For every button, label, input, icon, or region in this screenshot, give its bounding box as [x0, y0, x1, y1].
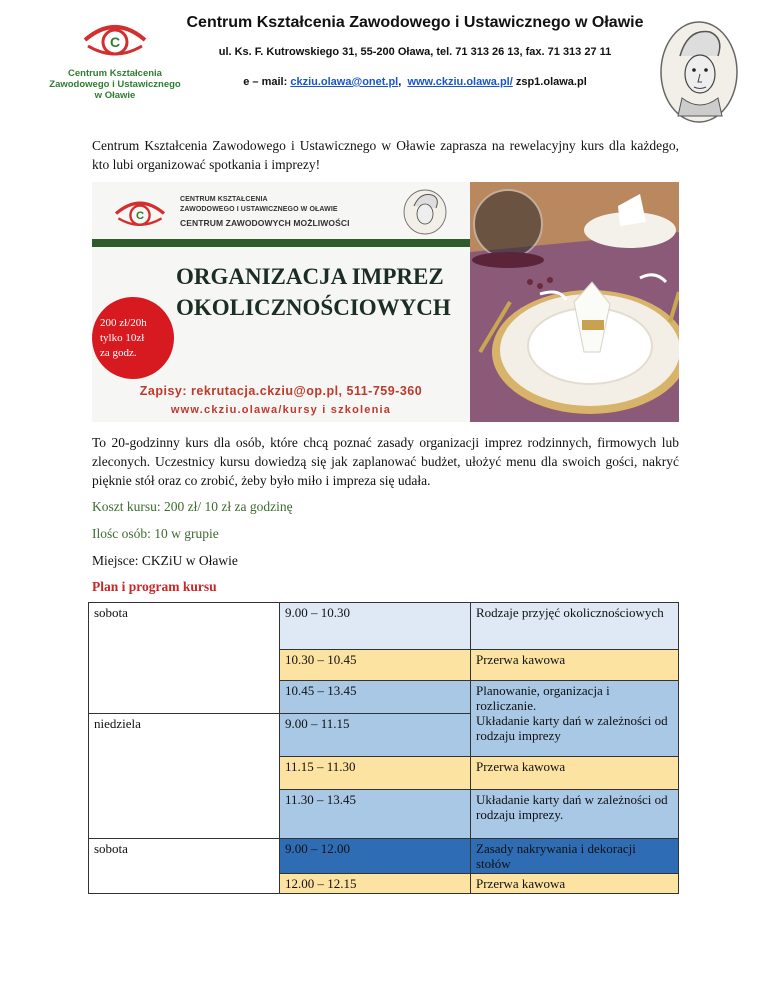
topic-text: Planowanie, organizacja i rozliczanie.: [476, 683, 610, 713]
intro-paragraph: Centrum Kształcenia Zawodowego i Ustawicznego w Oławie zaprasza na rewelacyjny kurs dla każdego, kto lubi organizować spotkania i imprezy!: [92, 138, 679, 172]
svg-text:C: C: [135, 210, 145, 223]
course-description: To 20-godzinny kurs dla osób, które chcą poznać zasady organizacji imprez rodzinnych, firmowych lub zleconych. Uczestnicy kursu dowiedzą się jak zaplanować budżet, ułożyć menu dla swoich gości, nakryć pięknie stół oraz co zrobić, żeby było miło i impreza się udała.: [92, 435, 679, 488]
time-cell: 11.30 – 13.45: [280, 790, 471, 839]
banner-title-line2: OKOLICZNOŚCIOWYCH: [176, 295, 451, 320]
day-cell: sobota: [89, 839, 280, 894]
topic-cell: Przerwa kawowa: [471, 757, 679, 790]
header-title: Centrum Kształcenia Zawodowego i Ustawicznego w Oławie: [186, 14, 644, 31]
topic-cell: Zasady nakrywania i dekoracji stołów: [471, 839, 679, 874]
day-cell: sobota: [89, 603, 280, 714]
topic-cell: Rodzaje przyjęć okolicznościowych: [471, 603, 679, 650]
price-line2: tylko 10zł: [100, 331, 145, 344]
schedule-table: [88, 602, 679, 894]
banner-org-line2: ZAWODOWEGO I USTAWICZNEGO W OŁAWIE: [180, 206, 338, 213]
time-cell: 12.00 – 12.15: [280, 874, 471, 894]
course-banner: [92, 182, 679, 422]
price-line3: za godz.: [100, 346, 137, 359]
contact-prefix: e – mail:: [243, 76, 291, 88]
banner-logo-icon: [108, 196, 172, 236]
logo-text-line3: w Oławie: [94, 90, 136, 101]
price-badge: [92, 297, 174, 379]
contact-extra: zsp1.olawa.pl: [512, 76, 587, 88]
course-place: Miejsce: CKZiU w Oławie: [92, 553, 238, 568]
time-cell: 9.00 – 10.30: [280, 603, 471, 650]
banner-divider: [92, 239, 470, 247]
topic-cell: Przerwa kawowa: [471, 650, 679, 681]
email-link[interactable]: ckziu.olawa@onet.pl: [290, 76, 399, 88]
banner-signup: Zapisy: rekrutacja.ckziu@op.pl, 511-759-360: [139, 384, 423, 398]
header-contact: [180, 76, 650, 88]
banner-title-line1: ORGANIZACJA IMPREZ: [176, 264, 444, 289]
eye-logo-icon: [80, 18, 150, 68]
plan-title: Plan i program kursu: [92, 579, 217, 594]
table-row: [89, 603, 679, 650]
topic-cell: [471, 681, 679, 757]
banner-web: www.ckziu.olawa/kursy i szkolenia: [170, 404, 392, 416]
ckziu-logo: [40, 18, 190, 118]
svg-text:C: C: [109, 34, 121, 50]
time-cell: 11.15 – 11.30: [280, 757, 471, 790]
contact-separator: ,: [398, 76, 402, 88]
course-cost: Koszt kursu: 200 zł/ 10 zł za godzinę: [92, 499, 293, 514]
time-cell: 9.00 – 12.00: [280, 839, 471, 874]
banner-portrait-icon: [402, 188, 448, 236]
portrait-image: [658, 16, 740, 124]
logo-text-line1: Centrum Kształcenia: [68, 68, 162, 79]
logo-text-line2: Zawodowego i Ustawicznego: [49, 79, 181, 90]
topic-text: Układanie karty dań w zależności od rodzaju imprezy: [476, 713, 668, 743]
group-size: Ilośc osób: 10 w grupie: [92, 526, 219, 541]
banner-org-line3: CENTRUM ZAWODOWYCH MOŻLIWOŚCI: [180, 218, 350, 228]
day-cell: niedziela: [89, 714, 280, 839]
banner-org-line1: CENTRUM KSZTAŁCENIA: [180, 196, 268, 203]
header-address: ul. Ks. F. Kutrowskiego 31, 55-200 Oława, tel. 71 313 26 13, fax. 71 313 27 11: [218, 46, 612, 58]
topic-cell: Układanie karty dań w zależności od rodzaju imprezy.: [471, 790, 679, 839]
time-cell: 10.30 – 10.45: [280, 650, 471, 681]
price-line1: 200 zł/20h: [100, 316, 147, 329]
table-setting-photo: [470, 182, 679, 422]
topic-cell: Przerwa kawowa: [471, 874, 679, 894]
time-cell: 10.45 – 13.45: [280, 681, 471, 714]
website-link[interactable]: www.ckziu.olawa.pl/: [407, 76, 513, 88]
time-cell: 9.00 – 11.15: [280, 714, 471, 757]
table-row: [89, 839, 679, 874]
